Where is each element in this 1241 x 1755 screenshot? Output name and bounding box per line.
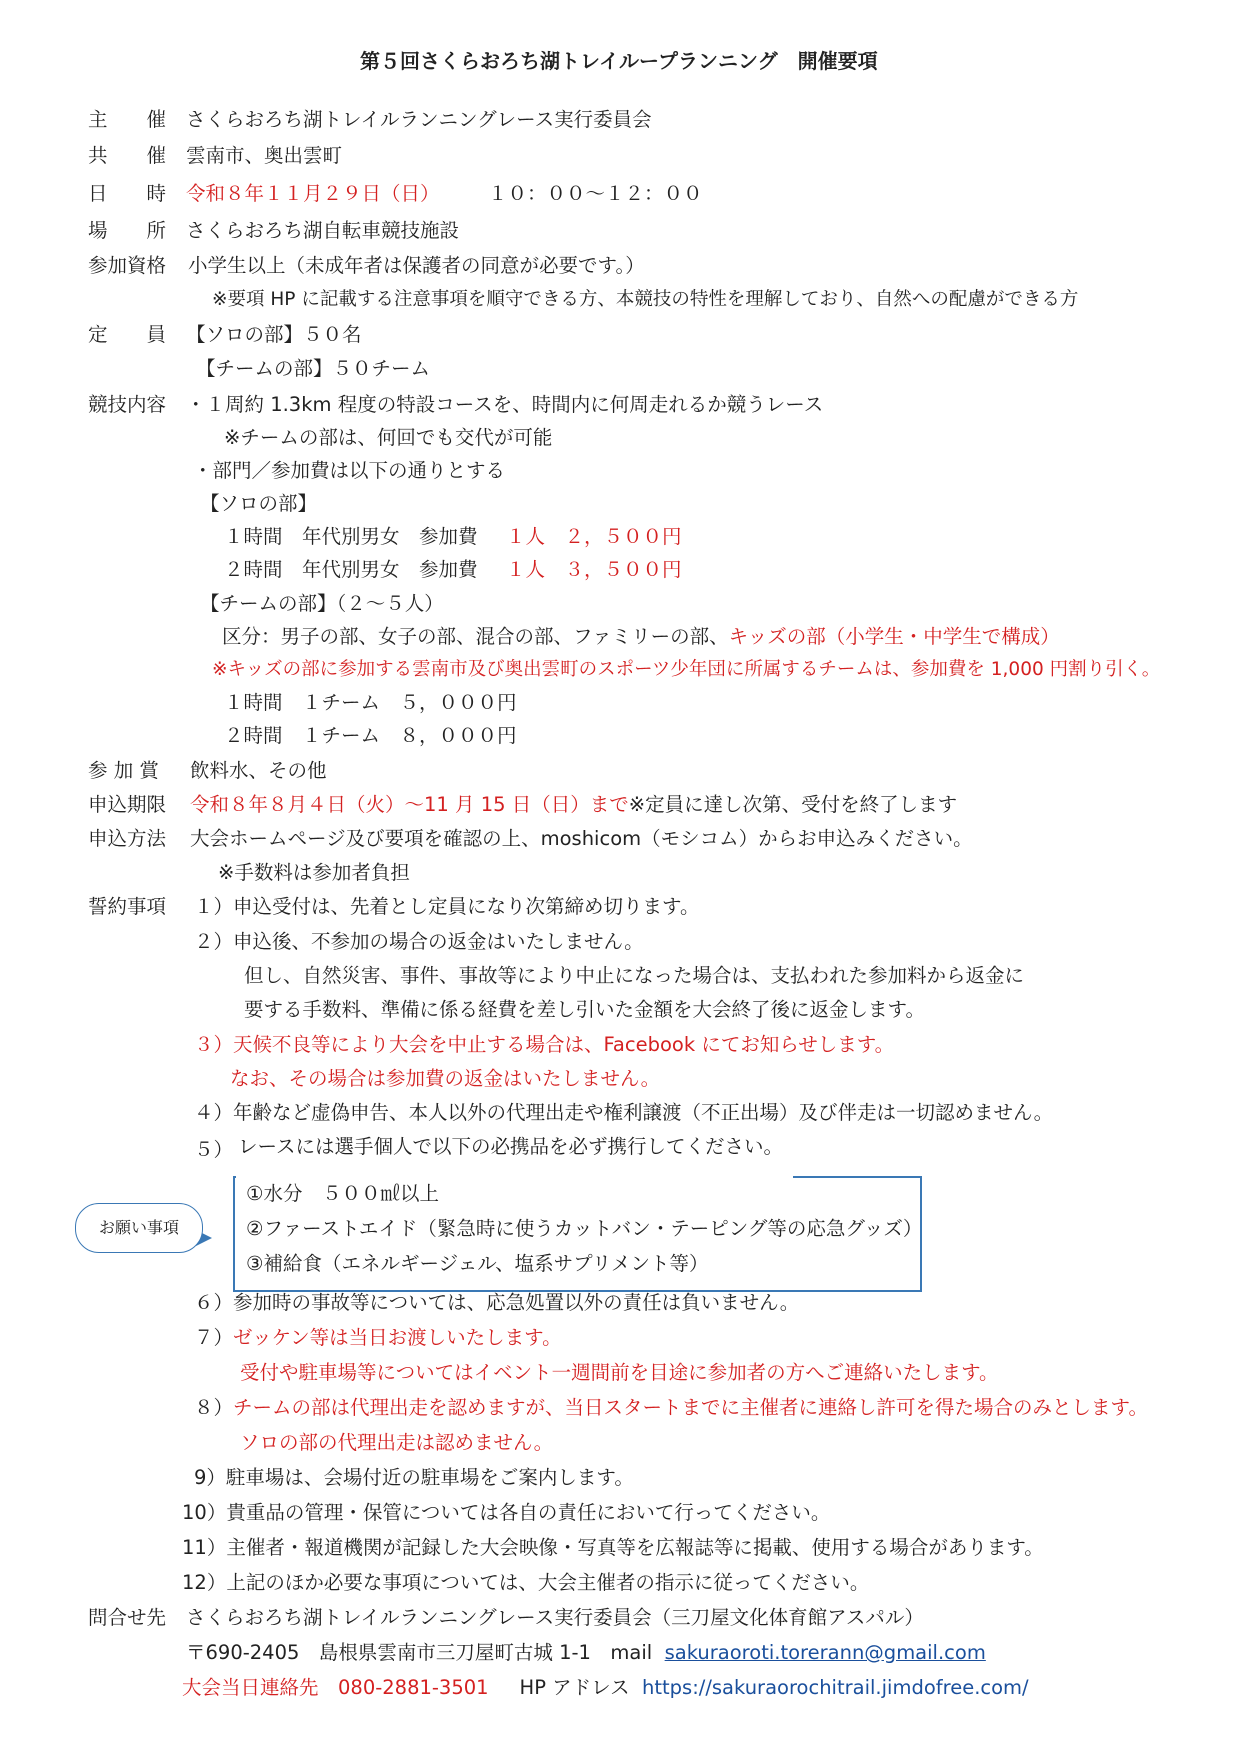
solo-1h-fee: １人 ２，５００円 (506, 525, 682, 548)
organizer-value: さくらおろち湖トレイルランニングレース実行委員会 (186, 108, 652, 131)
pledge-item-7-number: ７） (194, 1326, 234, 1349)
pledge-item-4: ４）年齢など虚偽申告、本人以外の代理出走や権利譲渡（不正出場）及び伴走は一切認めません。 (194, 1101, 1054, 1124)
organizer-label: 主 催 (88, 108, 167, 131)
solo-header: 【ソロの部】 (200, 492, 318, 515)
venue-value: さくらおろち湖自転車競技施設 (186, 219, 460, 242)
prize-value: 飲料水、その他 (190, 759, 327, 782)
hp-url[interactable]: https://sakuraorochitrail.jimdofree.com/ (642, 1676, 1029, 1699)
deadline-line (190, 792, 957, 818)
datetime-label: 日 時 (88, 182, 167, 205)
capacity-team: 【チームの部】５０チーム (196, 357, 431, 380)
competition-label: 競技内容 (88, 393, 167, 416)
pledge-item-7: ゼッケン等は当日お渡しいたします。 (233, 1326, 562, 1349)
pledge-item-9: 9）駐車場は、会場付近の駐車場をご案内します。 (194, 1466, 634, 1489)
pledge-item-8-number: ８） (194, 1396, 234, 1419)
event-time: １０：００～１２：００ (488, 182, 703, 205)
prize-label: 参 加 賞 (88, 759, 159, 782)
pledge-label: 誓約事項 (88, 895, 167, 918)
solo-1h: １時間 年代別男女 参加費 (224, 525, 478, 548)
pledge-item-7-line (194, 1325, 562, 1351)
contact-address-line (186, 1640, 986, 1666)
competition-line1: ・１周約 1.3km 程度の特設コースを、時間内に何周走れるか競うレース (186, 393, 824, 416)
co-organizer-value: 雲南市、奥出雲町 (186, 144, 343, 167)
pledge-item-2-c: 要する手数料、準備に係る経費を差し引いた金額を大会終了後に返金します。 (244, 998, 925, 1021)
division-prefix: 区分：男子の部、女子の部、混合の部、ファミリーの部、 (222, 625, 729, 648)
deadline-period: 令和８年８月４日（火）～11 月 15 日（日）まで (190, 793, 629, 816)
eligibility-note: ※要項 HP に記載する注意事項を順守できる方、本競技の特性を理解しており、自然への配慮ができる方 (212, 289, 1079, 310)
team-header: 【チームの部】（２～５人） (200, 592, 444, 615)
eligibility-label: 参加資格 (88, 254, 167, 277)
eligibility-value: 小学生以上（未成年者は保護者の同意が必要です。） (188, 254, 645, 277)
required-item-first-aid: ②ファーストエイド（緊急時に使うカットバン・テーピング等の応急グッズ） (246, 1217, 923, 1240)
request-bubble: お願い事項 (75, 1203, 203, 1253)
contact-value: さくらおろち湖トレイルランニングレース実行委員会（三刀屋文化体育館アスパル） (186, 1606, 924, 1629)
co-organizer-label: 共 催 (88, 144, 167, 167)
pledge-item-12: 12）上記のほか必要な事項については、大会主催者の指示に従ってください。 (182, 1571, 870, 1594)
deadline-label: 申込期限 (88, 793, 167, 816)
pledge-item-7-b: 受付や駐車場等についてはイベント一週間前を目途に参加者の方へご連絡いたします。 (240, 1361, 999, 1384)
pledge-item-2: ２）申込後、不参加の場合の返金はいたしません。 (194, 930, 644, 953)
contact-address: 〒690-2405 島根県雲南市三刀屋町古城 1-1 mail (186, 1641, 653, 1664)
pledge-item-5-number: ５） (194, 1138, 234, 1161)
pledge-item-8-b: ソロの部の代理出走は認めません。 (240, 1431, 554, 1454)
contact-phone: 大会当日連絡先 080-2881-3501 (182, 1676, 489, 1699)
division-line (222, 624, 1060, 650)
pledge-item-11: 11）主催者・報道機関が記録した大会映像・写真等を広報誌等に掲載、使用する場合があります。 (182, 1536, 1044, 1559)
pledge-item-1: １）申込受付は、先着とし定員になり次第締め切ります。 (194, 895, 700, 918)
capacity-solo: 【ソロの部】５０名 (186, 323, 362, 346)
page-title: 第５回さくらおろち湖トレイループランニング 開催要項 (360, 49, 878, 73)
pledge-item-3-b: なお、その場合は参加費の返金はいたしません。 (230, 1067, 661, 1090)
kids-discount-note: ※キッズの部に参加する雲南市及び奥出雲町のスポーツ少年団に所属するチームは、参加費を 1,000 円割り引く。 (212, 659, 1161, 680)
method-label: 申込方法 (88, 827, 167, 850)
pledge-item-2-b: 但し、自然災害、事件、事故等により中止になった場合は、支払われた参加料から返金に (244, 964, 1025, 987)
capacity-label: 定 員 (88, 323, 167, 346)
method-note: ※手数料は参加者負担 (218, 861, 410, 884)
venue-label: 場 所 (88, 219, 167, 242)
division-kids: キッズの部（小学生・中学生で構成） (728, 625, 1060, 648)
pledge-item-8: チームの部は代理出走を認めますが、当日スタートまでに主催者に連絡し許可を得た場合のみとします。 (233, 1396, 1148, 1419)
pledge-item-10: 10）貴重品の管理・保管については各自の責任において行ってください。 (182, 1501, 831, 1524)
solo-2h-fee: １人 ３，５００円 (506, 558, 682, 581)
contact-phone-line (182, 1675, 1029, 1701)
required-item-food: ③補給食（エネルギージェル、塩系サプリメント等） (246, 1252, 709, 1275)
pledge-item-8-line (194, 1395, 1148, 1421)
required-item-water: ①水分 ５００㎖以上 (246, 1182, 439, 1205)
team-1h: １時間 １チーム ５，０００円 (224, 691, 517, 714)
method-value: 大会ホームページ及び要項を確認の上、moshicom（モシコム）からお申込みください。 (190, 827, 973, 850)
team-2h: ２時間 １チーム ８，０００円 (224, 724, 517, 747)
solo-2h: ２時間 年代別男女 参加費 (224, 558, 478, 581)
competition-line2: ※チームの部は、何回でも交代が可能 (224, 426, 553, 449)
deadline-note: ※定員に達し次第、受付を終了します (628, 793, 958, 816)
event-date: 令和８年１１月２９日（日） (186, 182, 440, 205)
hp-label: HP アドレス (519, 1676, 630, 1699)
contact-label: 問合せ先 (88, 1606, 167, 1629)
pledge-item-3: ３）天候不良等により大会を中止する場合は、Facebook にてお知らせします。 (194, 1033, 895, 1056)
contact-email[interactable]: sakuraoroti.torerann@gmail.com (664, 1641, 986, 1664)
pledge-item-6: ６）参加時の事故等については、応急処置以外の責任は負いません。 (194, 1291, 800, 1314)
competition-line3: ・部門／参加費は以下の通りとする (193, 459, 506, 482)
pledge-item-5: レースには選手個人で以下の必携品を必ず携行してください。 (238, 1135, 784, 1158)
